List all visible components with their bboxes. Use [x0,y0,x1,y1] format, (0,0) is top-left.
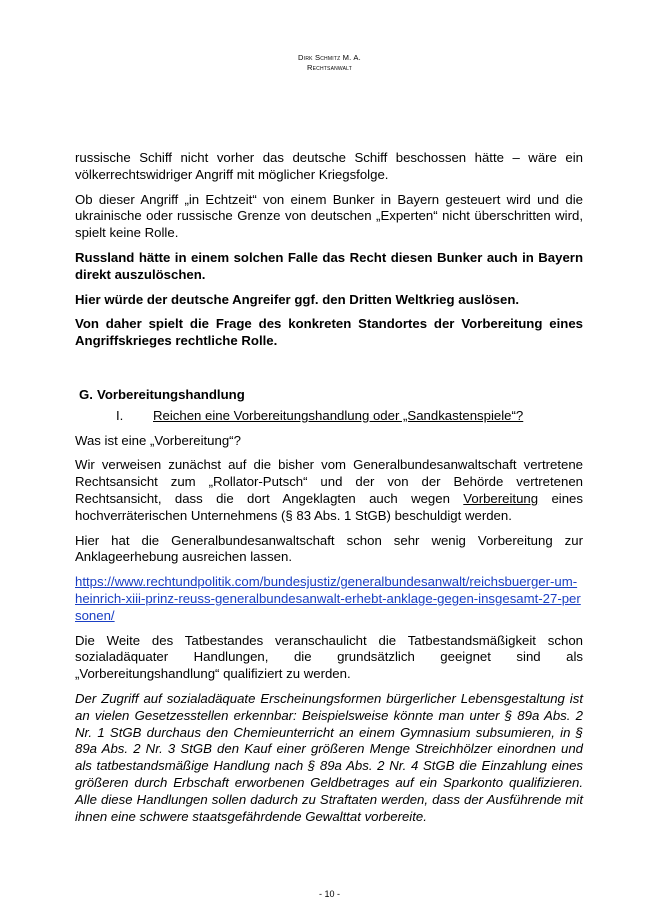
section-heading [75,387,583,404]
paragraph-indictment: Hier hat die Generalbundesanwaltschaft schon sehr wenig Vorbereitung zur Anklageerhebung ausreichen lassen. [75,532,583,565]
paragraph-location: Von daher spielt die Frage des konkreten Standortes der Vorbereitung eines Angriffskrieges rechtliche Rolle. [75,316,583,349]
paragraph-bunker-control: Ob dieser Angriff „in Echtzeit“ von einem Bunker in Bayern gesteuert wird und die ukrainische oder russische Grenze von deutschen „Experten“ nicht überschritten wird, spielt keine Rolle. [75,191,583,241]
paragraph-scope: Die Weite des Tatbestandes veranschaulicht die Tatbestandsmäßigkeit schon sozialadäquater Handlungen, die grundsätzlich geeignet sind als „Vorbereitungshandlung“ qualifiziert zu werden. [75,632,583,682]
letterhead [0,53,659,73]
page-content [75,150,583,833]
rollator-underlined-word: Vorbereitung [463,490,539,506]
subsection-number: I. [116,407,124,423]
block-quote: Der Zugriff auf sozialadäquate Erscheinungsformen bürgerlicher Lebensgestaltung ist an vielen Gesetzesstellen erkennbar: Beispielsweise könnte man unter § 89a Abs. 2 Nr. 1 StGB durchaus den Chemieunterricht an einem Gymnasium subsumieren, in § 89a Abs. 2 Nr. 3 StGB den Kauf einer größeren Menge Streichhölzer einordnen und als tatbestandsmäßige Handlung nach § 89a Abs. 2 Nr. 4 StGB die Einzahlung eines größeren durch Erbschaft erworbenen Geldbetrages auf ein Sparkonto qualifizieren. Alle diese Handlungen sollen dadurch zu Straftaten werden, dass der Ausführende mit ihnen eine schwere staatsgefährdende Gewalttat vorbereite. [75,690,583,824]
rollator-text-end: eines hochverräterischen Unternehmens (§ 83 Abs. 1 StGB) beschuldigt werden. [75,490,583,523]
letterhead-name: Dirk Schmitz M. A. [298,53,361,62]
subsection-title: Reichen eine Vorbereitungshandlung oder „Sandkastenspiele“? [153,407,524,423]
article-link[interactable]: https://www.rechtundpolitik.com/bundesjustiz/generalbundesanwalt/reichsbuerger-um-heinrich-xiii-prinz-reuss-generalbundesanwalt-erhebt-anklage-gegen-insgesamt-27-personen/ [75,574,581,623]
section-title: Vorbereitungshandlung [97,386,245,402]
page-number: - 10 - [318,889,340,899]
paragraph-russia-right: Russland hätte in einem solchen Falle das Recht diesen Bunker auch in Bayern direkt auszulöschen. [75,249,583,282]
rollator-text-start: Wir verweisen zunächst auf die bisher vom Generalbundesanwaltschaft vertretene Rechtsansicht zum „Rollator-Putsch“ und der von der Behörde vertretenen Rechtsansicht, dass die dort Angeklagten auch wegen [75,457,583,506]
paragraph-rollator [75,457,583,524]
paragraph-question: Was ist eine „Vorbereitung“? [75,432,241,448]
paragraph-world-war: Hier würde der deutsche Angreifer ggf. den Dritten Weltkrieg auslösen. [75,291,520,307]
paragraph-ship: russische Schiff nicht vorher das deutsche Schiff beschossen hätte – wäre ein völkerrechtswidriger Angriff mit möglicher Kriegsfolge. [75,150,583,182]
section-number: G. [79,386,93,402]
paragraph-link [75,574,583,624]
letterhead-title: Rechtsanwalt [306,63,353,72]
subsection-heading [75,408,583,425]
